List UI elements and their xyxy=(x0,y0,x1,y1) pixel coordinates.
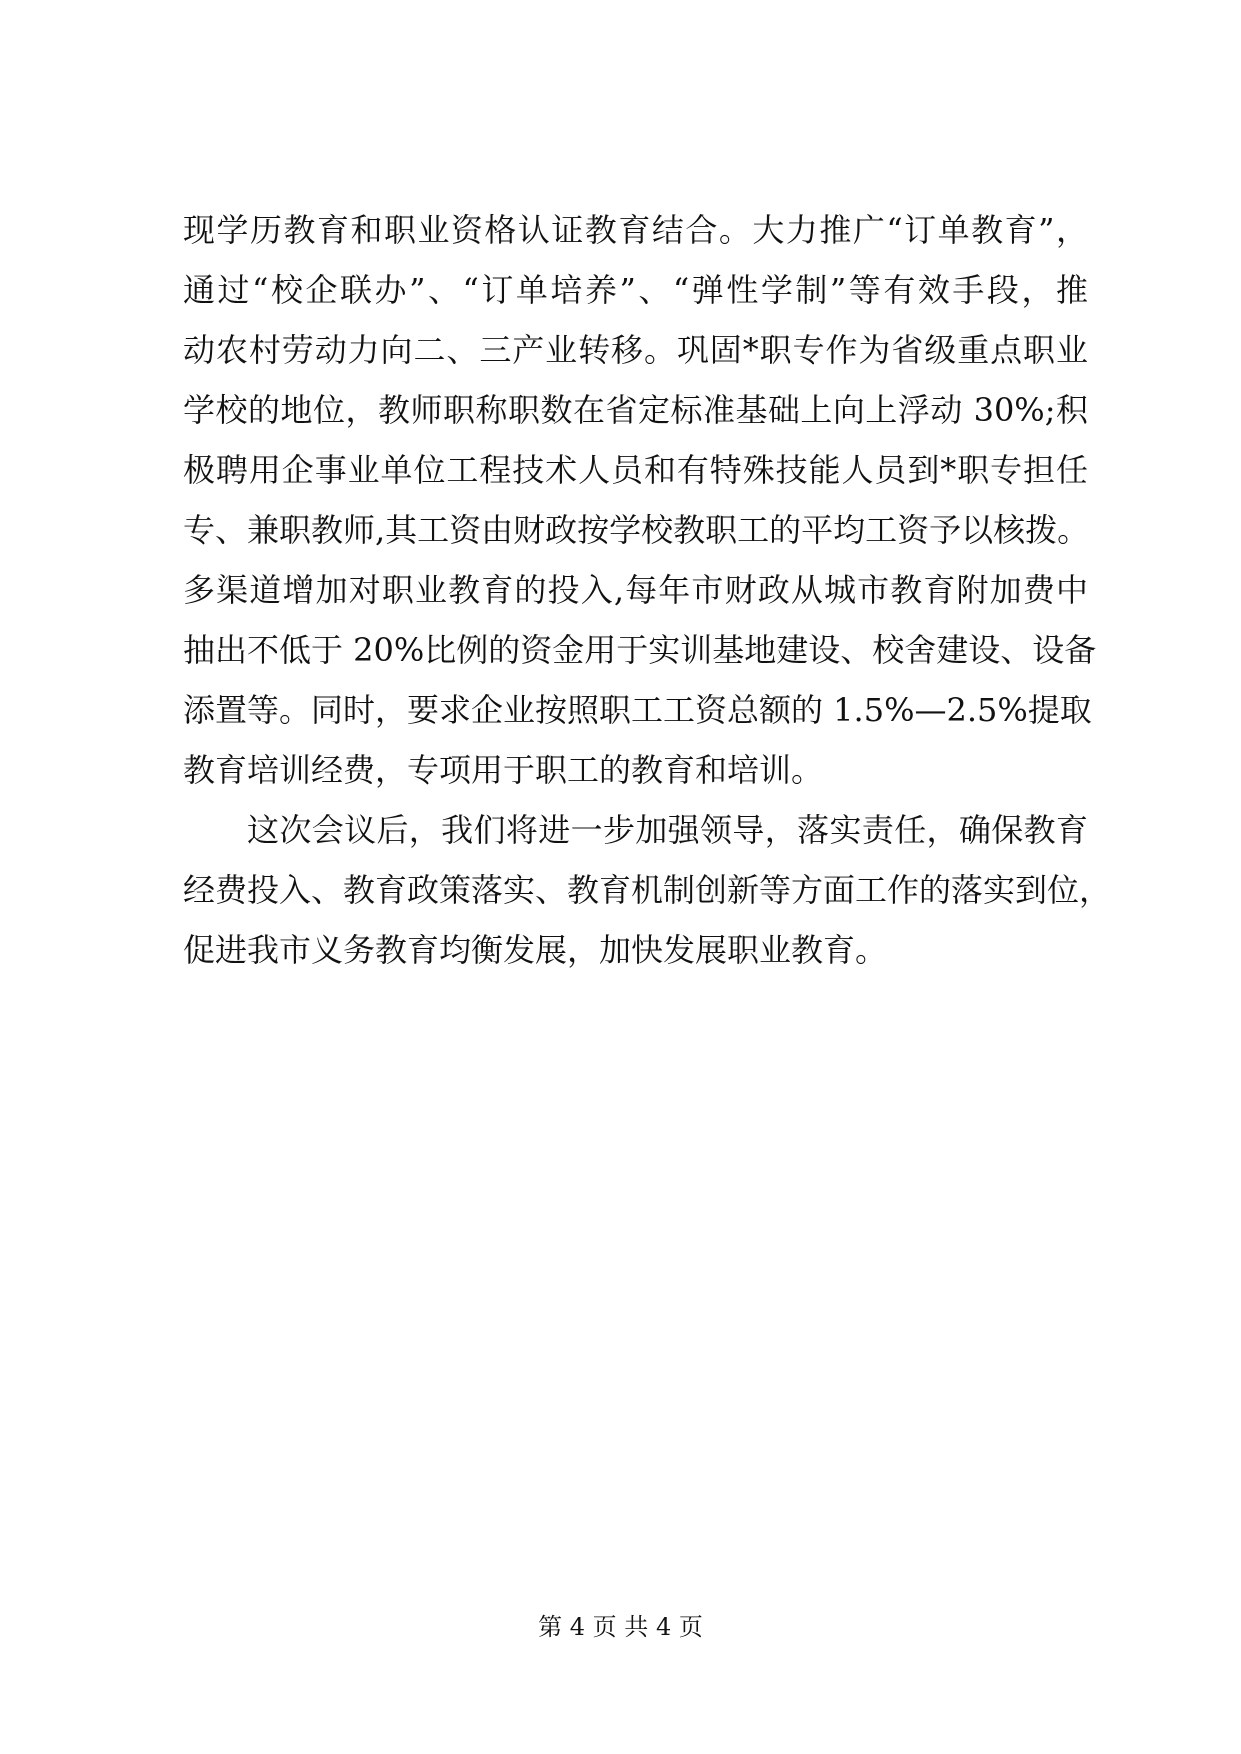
paragraph-2-line-3: 促进我市义务教育均衡发展，加快发展职业教育。 xyxy=(183,931,888,969)
paragraph-1-line-10: 教育培训经费，专项用于职工的教育和培训。 xyxy=(183,751,824,789)
paragraph-2-line-2: 经费投入、教育政策落实、教育机制创新等方面工作的落实到位， xyxy=(183,871,1112,909)
page-number-footer: 第 4 页 共 4 页 xyxy=(538,1613,703,1641)
paragraph-1-line-1: 现学历教育和职业资格认证教育结合。大力推广“订单教育”， xyxy=(183,211,1088,249)
paragraph-1-line-3: 动农村劳动力向二、三产业转移。巩固*职专作为省级重点职业 xyxy=(183,331,1088,369)
paragraph-1-line-4: 学校的地位，教师职称职数在省定标准基础上向上浮动 30%;积 xyxy=(183,391,1088,429)
paragraph-1-line-6: 专、兼职教师,其工资由财政按学校教职工的平均工资予以核拨。 xyxy=(183,511,1090,549)
paragraph-1-line-2: 通过“校企联办”、“订单培养”、“弹性学制”等有效手段，推 xyxy=(183,271,1088,309)
document-body xyxy=(183,200,1112,980)
paragraph-1-line-9: 添置等。同时，要求企业按照职工工资总额的 1.5%—2.5%提取 xyxy=(183,691,1092,729)
paragraph-1-line-8: 抽出不低于 20%比例的资金用于实训基地建设、校舍建设、设备 xyxy=(183,631,1097,669)
paragraph-2-line-1: 这次会议后，我们将进一步加强领导，落实责任，确保教育 xyxy=(247,811,1088,849)
paragraph-1-line-5: 极聘用企事业单位工程技术人员和有特殊技能人员到*职专担任 xyxy=(183,451,1088,489)
paragraph-1-line-7: 多渠道增加对职业教育的投入,每年市财政从城市教育附加费中 xyxy=(183,571,1088,609)
